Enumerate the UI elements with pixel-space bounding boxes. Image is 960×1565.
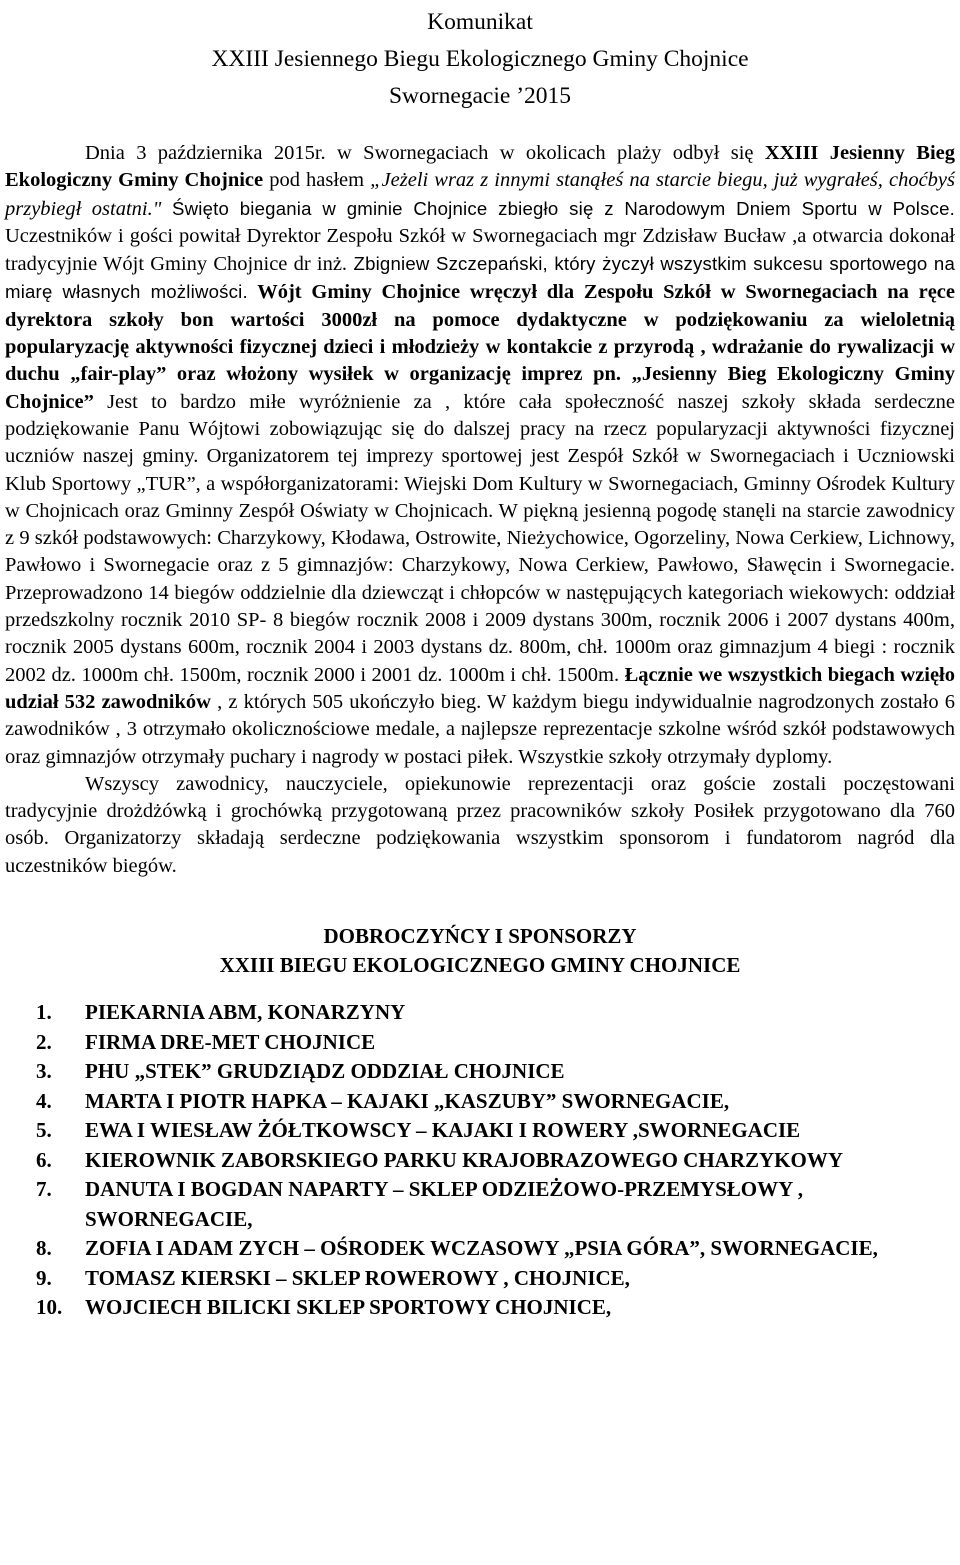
- list-item-text: EWA I WIESŁAW ŻÓŁTKOWSCY – KAJAKI I ROWERY ,SWORNEGACIE: [85, 1118, 801, 1143]
- list-item: [5, 1264, 955, 1294]
- list-item-text: KIEROWNIK ZABORSKIEGO PARKU KRAJOBRAZOWEGO CHARZYKOWY: [85, 1147, 844, 1172]
- list-item: [5, 1087, 955, 1117]
- paragraph-text: , z których 505 ukończyło bieg. W każdym biegu indywidualnie nagrodzonych zostało 6 zawodników , 3 otrzymało okolicznościowe medale, a najlepsze reprezentacje szkolne wśród szkół podstawowych oraz gimnazjów otrzymały puchary i nagrody w postaci piłek. Wszystkie szkoły otrzymały dyplomy.: [5, 690, 955, 768]
- list-item-text: DANUTA I BOGDAN NAPARTY – SKLEP ODZIEŻOWO-PRZEMYSŁOWY , SWORNEGACIE,: [85, 1177, 803, 1231]
- list-item-text: PIEKARNIA ABM, KONARZYNY: [85, 1000, 406, 1025]
- title-line-1: Komunikat: [427, 9, 533, 35]
- paragraph-text: Dnia 3 października 2015r. w Swornegaciach w okolicach plaży odbył się: [85, 142, 765, 164]
- list-item: [5, 1234, 955, 1264]
- list-item-number: 10.: [36, 1295, 63, 1320]
- list-item-number: 3.: [36, 1059, 52, 1084]
- list-item-text: TOMASZ KIERSKI – SKLEP ROWEROWY , CHOJNICE,: [85, 1265, 630, 1290]
- paragraph-text-sans: Zbigniew Szczepański, który życzył wszystkim sukcesu sportowego na miarę własnych możliwości.: [5, 253, 955, 303]
- list-item-number: 6.: [36, 1147, 52, 1172]
- list-item-text: MARTA I PIOTR HAPKA – KAJAKI „KASZUBY” SWORNEGACIE,: [85, 1088, 730, 1113]
- list-item-number: 9.: [36, 1265, 52, 1290]
- paragraph-text-sans: Święto biegania w gminie Chojnice zbiegło się z Narodowym Dniem Sportu w Polsce.: [161, 197, 956, 219]
- list-item: [5, 1175, 955, 1234]
- list-item: [5, 1116, 955, 1146]
- title-line-2: XXIII Jesiennego Biegu Ekologicznego Gminy Chojnice: [211, 46, 749, 72]
- list-item: [5, 998, 955, 1028]
- list-item-number: 8.: [36, 1236, 52, 1261]
- paragraph-text: Jest to bardzo miłe wyróżnienie za , które cała społeczność naszej szkoły składa serdeczne podziękowanie Panu Wójtowi zobowiązując się do dalszej pracy na rzecz popularyzacji aktywności fizycznej uczniów naszej gminy. Organizatorem tej imprezy sportowej jest Zespół Szkół w Swornegaciach i Uczniowski Klub Sportowy „TUR”, a współorganizatorami: Wiejski Dom Kultury w Swornegaciach, Gminny Ośrodek Kultury w Chojnicach oraz Gminny Zespół Oświaty w Chojnicach. W piękną jesienną pogodę stanęli na starcie zawodnicy z 9 szkół podstawowych: Charzykowy, Kłodawa, Ostrowite, Nieżychowice, Ogorzeliny, Nowa Cerkiew, Lichnowy, Pawłowo i Swornegacie oraz z 5 gimnazjów: Charzykowy, Nowa Cerkiew, Pawłowo, Sławęcin i Swornegacie. Przeprowadzono 14 biegów oddzielnie dla dziewcząt i chłopców w następujących kategoriach wiekowych: oddział przedszkolny rocznik 2010 SP- 8 biegów rocznik 2008 i 2009 dystans 300m, rocznik 2006 i 2007 dystans 400m, rocznik 2005 dystans 600m, rocznik 2004 i 2003 dystans dz. 800m, chł. 1000m oraz gimnazjum 4 biegi : rocznik 2002 dz. 1000m chł. 1500m, rocznik 2000 i 2001 dz. 1000m i chł. 1500m.: [5, 390, 955, 686]
- award-text-bold: Wójt Gminy Chojnice wręczył dla Zespołu Szkół w Swornegaciach na ręce dyrektora szkoły bon wartości 3000zł na pomoce dydaktyczne w podziękowaniu za wieloletnią popularyzację aktywności fizycznej dzieci i młodzieży w kontakcie z przyrodą , wdrażanie do rywalizacji w duchu „fair-play” oraz włożony wysiłek w organizację imprez pn. „Jesienny Bieg Ekologiczny Gminy Chojnice”: [5, 281, 956, 413]
- document-title: [5, 4, 955, 115]
- main-paragraph: [5, 140, 955, 771]
- motto-italic: „Jeżeli wraz z innymi stanąłeś na starcie biegu, już wygrałeś, choćbyś przybiegł ostatni.": [5, 169, 955, 220]
- list-item: [5, 1028, 955, 1058]
- second-paragraph: Wszyscy zawodnicy, nauczyciele, opiekunowie reprezentacji oraz goście zostali poczęstowani tradycyjnie drożdżówką i grochówką przygotowaną przez pracowników szkoły Posiłek przygotowano dla 760 osób. Organizatorzy składają serdeczne podziękowania wszystkim sponsorom i fundatorom nagród dla uczestników biegów.: [5, 772, 955, 877]
- sponsors-heading-line-1: DOBROCZYŃCY I SPONSORZY: [323, 924, 637, 949]
- list-item-number: 1.: [36, 1000, 52, 1025]
- list-item: [5, 1057, 955, 1087]
- sponsor-list: [5, 998, 955, 1323]
- list-item-number: 4.: [36, 1088, 52, 1113]
- paragraph-text: Uczestników i gości powitał Dyrektor Zespołu Szkół w Swornegaciach mgr Zdzisław Bucław ,a otwarcia dokonał tradycyjnie Wójt Gminy Chojnice dr inż.: [5, 224, 955, 276]
- list-item-number: 7.: [36, 1177, 52, 1202]
- title-line-3: Swornegacie ’2015: [388, 83, 572, 109]
- list-item: [5, 1293, 955, 1323]
- list-item-number: 2.: [36, 1029, 52, 1054]
- event-name-bold: XXIII Jesienny Bieg Ekologiczny Gminy Chojnice: [5, 142, 955, 192]
- list-item-text: ZOFIA I ADAM ZYCH – OŚRODEK WCZASOWY „PSIA GÓRA”, SWORNEGACIE,: [85, 1236, 878, 1261]
- list-item-number: 5.: [36, 1118, 52, 1143]
- list-item-text: WOJCIECH BILICKI SKLEP SPORTOWY CHOJNICE,: [85, 1295, 612, 1320]
- sponsors-heading: [5, 922, 955, 980]
- list-item: [5, 1146, 955, 1176]
- list-item-text: FIRMA DRE-MET CHOJNICE: [85, 1029, 376, 1054]
- participants-bold: Łącznie we wszystkich biegach wzięło udział 532 zawodników: [5, 663, 955, 713]
- list-item-text: PHU „STEK” GRUDZIĄDZ ODDZIAŁ CHOJNICE: [85, 1059, 565, 1084]
- communique-body: [5, 140, 955, 880]
- paragraph-text: pod hasłem: [263, 169, 371, 192]
- sponsors-heading-line-2: XXIII BIEGU EKOLOGICZNEGO GMINY CHOJNICE: [219, 953, 741, 978]
